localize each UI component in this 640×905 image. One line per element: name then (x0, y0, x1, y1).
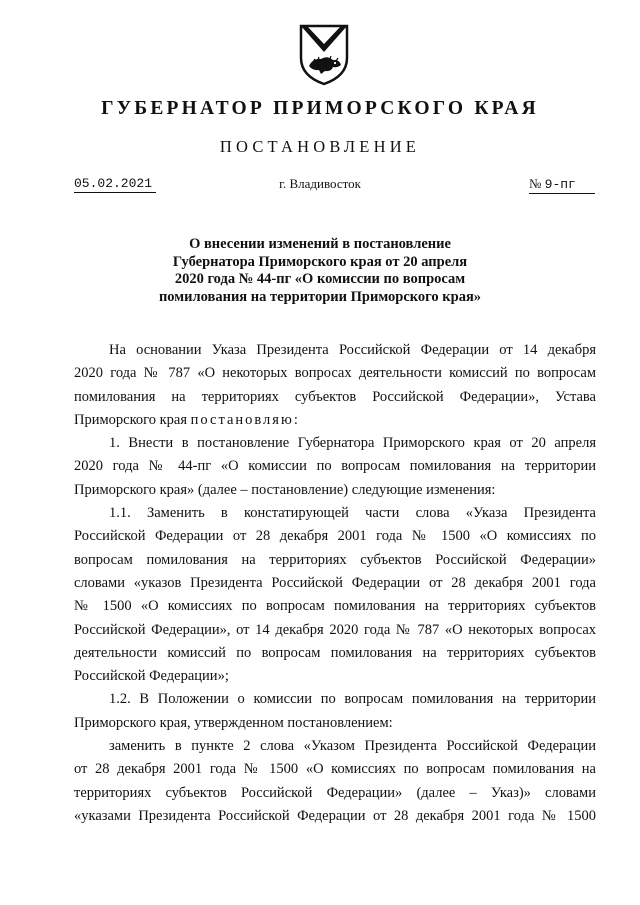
resolution-word: постановляю (190, 411, 294, 428)
body-line: Российской Федерации от 28 декабря 2001 года № 1500 «О комиссиях по (74, 528, 596, 545)
body-line: деятельности комиссий по вопросам помилования на территориях субъектов (74, 644, 596, 661)
body-line: Российской Федерации», от 14 декабря 2020 года № 787 «О некоторых вопросах (74, 621, 596, 638)
document-type: ПОСТАНОВЛЕНИЕ (219, 137, 421, 156)
body-line (74, 409, 596, 432)
body-line: «указами Президента Российской Федерации от 28 декабря 2001 года № 1500 (74, 807, 596, 824)
document-number (529, 176, 595, 194)
body-line: На основании Указа Президента Российской Федерации от 14 декабря (109, 342, 596, 358)
body-line: словами «указов Президента Российской Федерации от 28 декабря 2001 года (74, 574, 596, 591)
document-subject (0, 236, 640, 306)
body-line: от 28 декабря 2001 года № 1500 «О комиссиях по вопросам помилования на (74, 761, 596, 778)
subject-line: помилования на территории Приморского края» (158, 288, 482, 305)
governor-title: ГУБЕРНАТОР ПРИМОРСКОГО КРАЯ (101, 98, 539, 119)
body-text: : (293, 411, 298, 428)
body-line: Российской Федерации»; (74, 668, 229, 685)
coat-of-arms-emblem (297, 22, 351, 86)
body-line: Приморского края» (далее – постановление) следующие изменения: (74, 481, 496, 498)
body-line: 2020 года № 787 «О некоторых вопросах деятельности комиссий по вопросам (74, 365, 596, 382)
body-line: помилования на территориях субъектов Российской Федерации», Устава (74, 388, 596, 405)
body-text: Приморского края (74, 411, 191, 428)
body-line: 1.1. Заменить в констатирующей части слова «Указа Президента (109, 505, 596, 522)
subject-line: Губернатора Приморского края от 20 апреля (172, 253, 468, 270)
body-line: 2020 года № 44-пг «О комиссии по вопросам помилования на территории (74, 458, 596, 475)
body-line: вопросам помилования на территориях субъектов Российской Федерации» (74, 551, 596, 568)
body-line: 1.2. В Положении о комиссии по вопросам помилования на территории (109, 691, 596, 708)
body-line: территориях субъектов Российской Федерации» (далее – Указ)» словами (74, 784, 596, 801)
document-body (74, 339, 596, 828)
subject-line: О внесении изменений в постановление (189, 236, 451, 252)
document-city: г. Владивосток (279, 176, 361, 191)
document-date: 05.02.2021 (74, 176, 156, 193)
body-line: № 1500 «О комиссиях по вопросам помилования на территориях субъектов (74, 598, 596, 615)
subject-line: 2020 года № 44-пг «О комиссии по вопросам (174, 271, 466, 287)
body-line: заменить в пункте 2 слова «Указом Президента Российской Федерации (109, 738, 596, 755)
number-value: 9-пг (544, 177, 576, 192)
body-line: Приморского края, утвержденном постановлением: (74, 714, 393, 731)
number-prefix: № (529, 176, 545, 191)
body-line: 1. Внести в постановление Губернатора Приморского края от 20 апреля (109, 435, 596, 452)
